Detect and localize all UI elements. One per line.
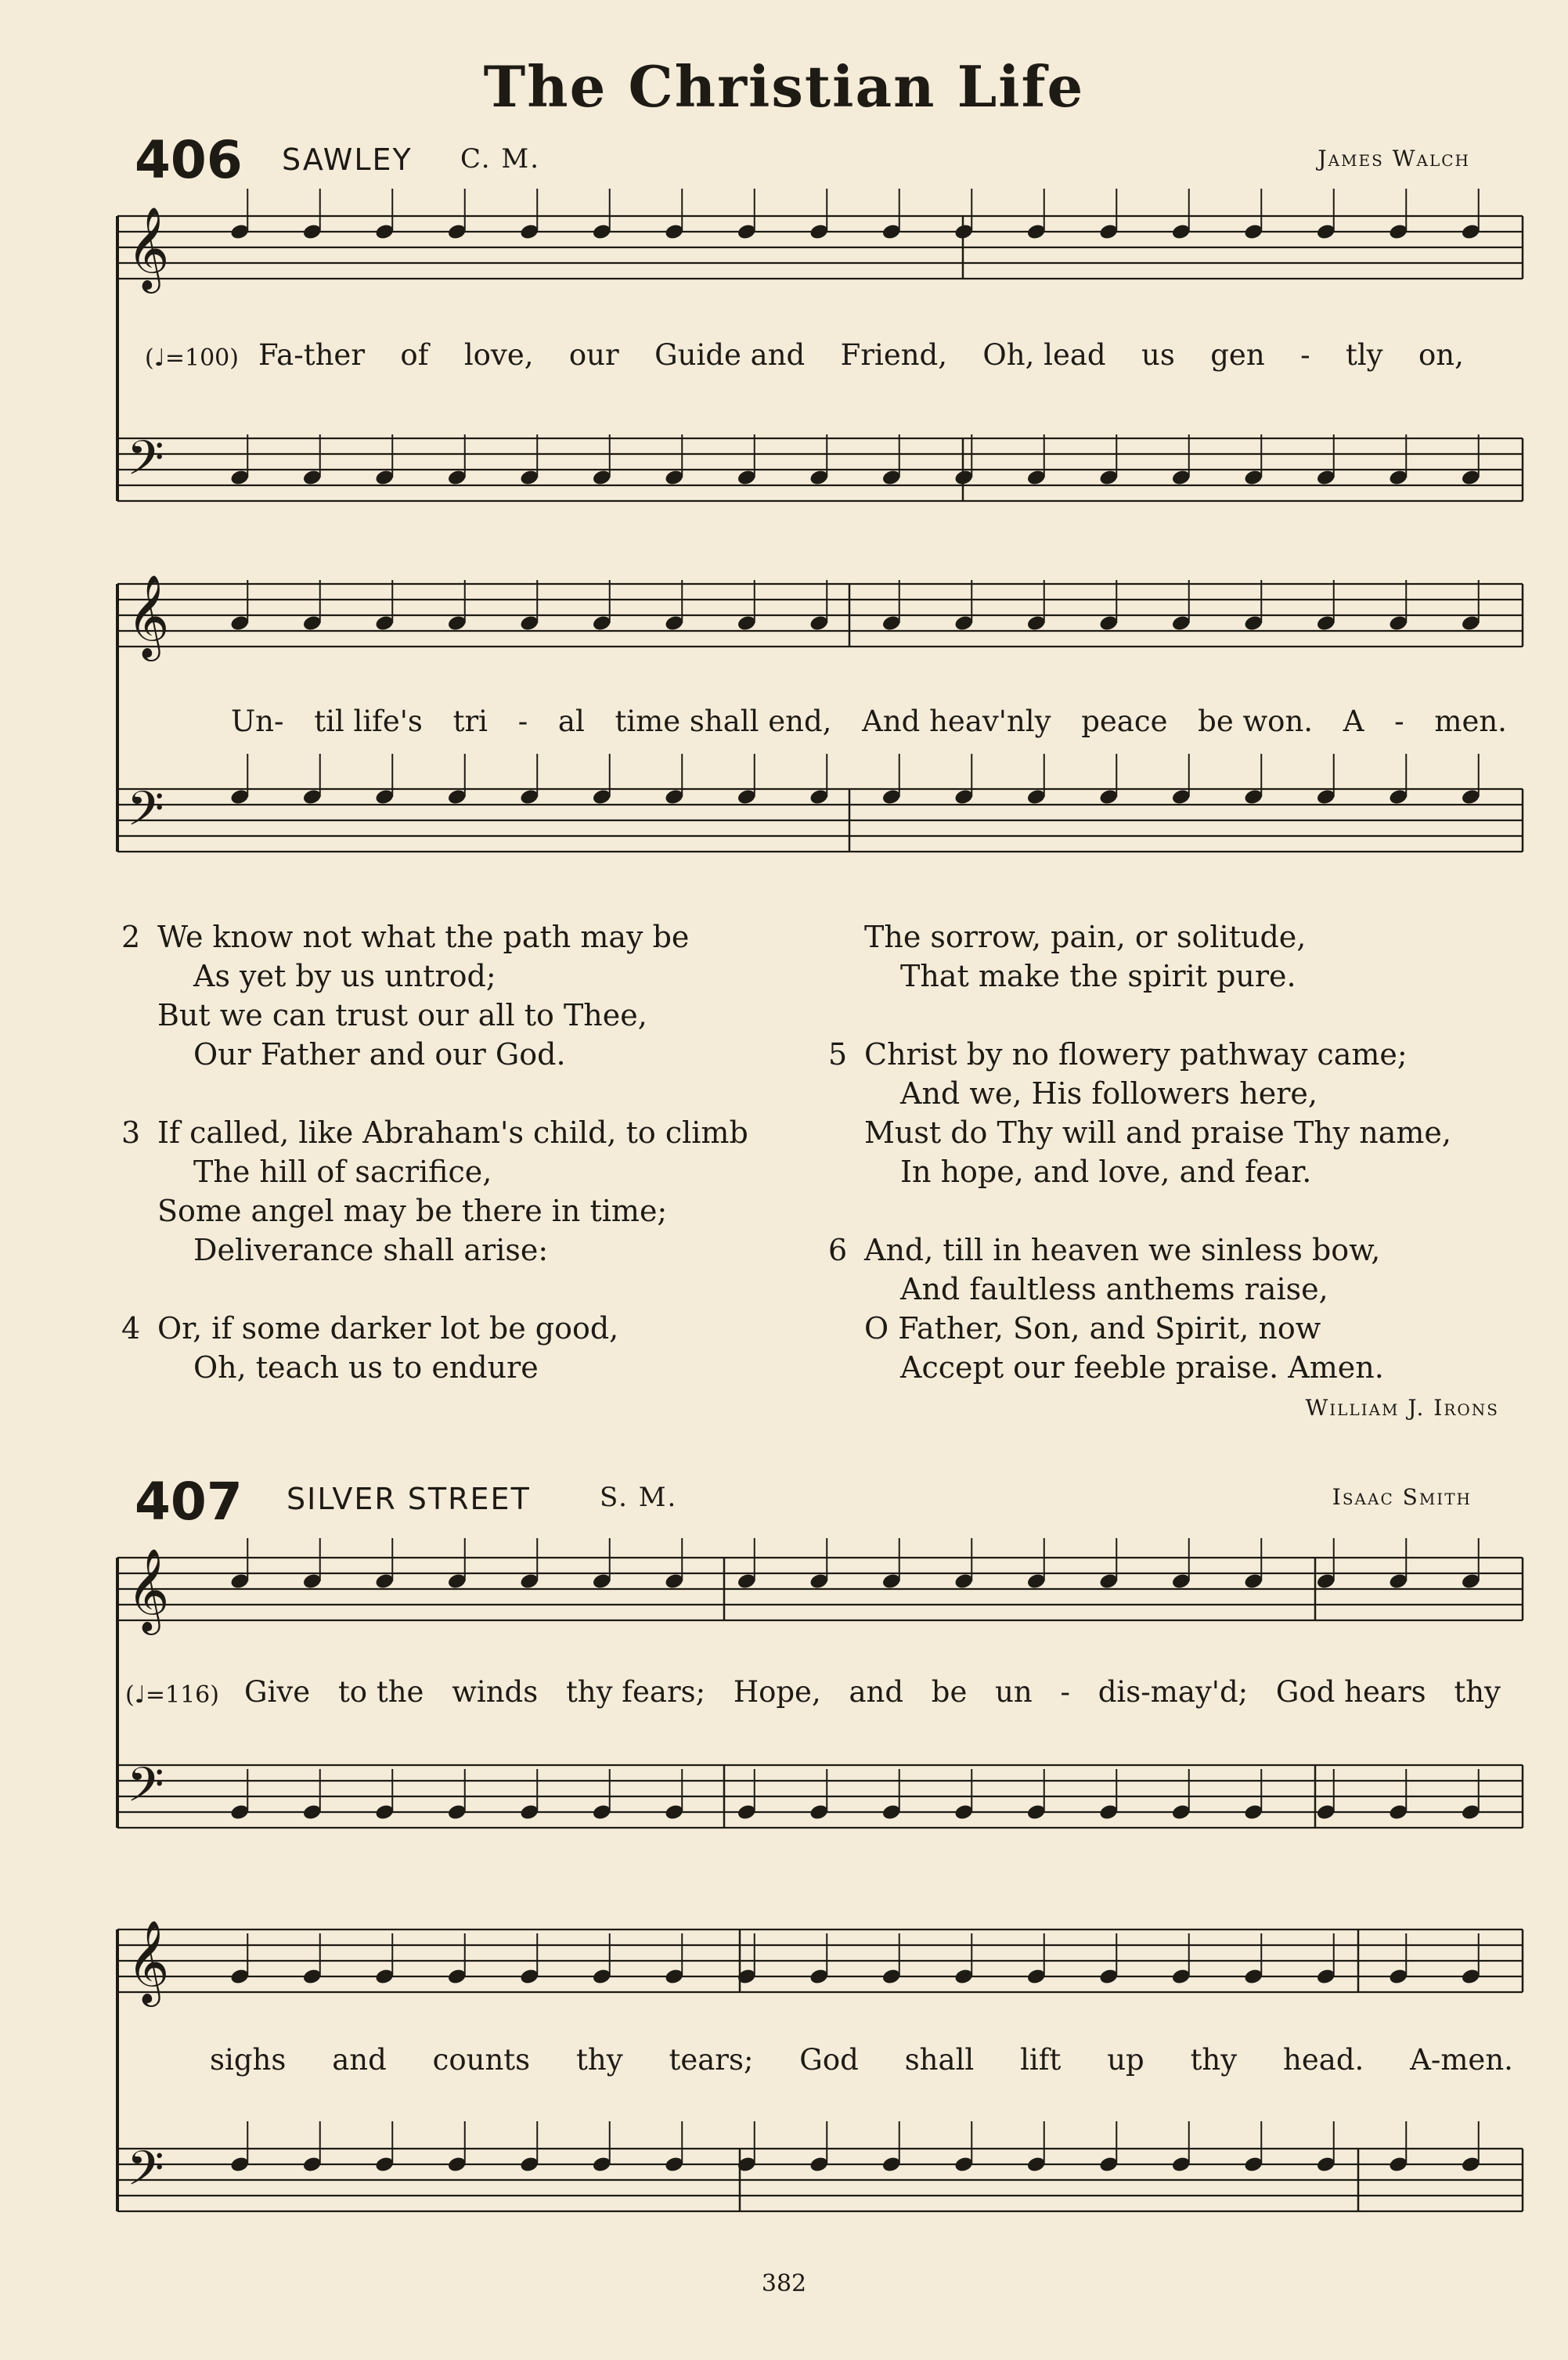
lyric-syllable: Oh, lead <box>982 338 1106 372</box>
lyric-syllable: And heav'nly <box>862 704 1051 738</box>
lyric-syllable: of <box>400 338 429 372</box>
stanza-number: 2 <box>121 920 141 954</box>
lyric-syllable: to the <box>337 1675 424 1709</box>
lyric-syllable: our <box>568 338 619 372</box>
lyric-syllable: Guide and <box>654 338 806 372</box>
stanza-line: O Father, Son, and Spirit, now <box>864 1311 1321 1346</box>
stanza-line: And faultless anthems raise, <box>900 1272 1328 1306</box>
stanza-line: If called, like Abraham's child, to climb <box>157 1115 748 1150</box>
stanza-line: Or, if some darker lot be good, <box>157 1311 619 1346</box>
lyric-syllable: up <box>1107 2043 1144 2077</box>
lyric-syllable: tly <box>1345 338 1383 372</box>
tune-name-406: SAWLEY <box>282 142 413 177</box>
stanza-line: But we can trust our all to Thee, <box>157 998 647 1032</box>
lyric-syllable: - <box>1060 1675 1071 1709</box>
stanza-line: We know not what the path may be <box>157 920 690 954</box>
treble-clef: 𝄞 <box>127 1919 170 2003</box>
bass-clef: 𝄢 <box>127 2141 164 2208</box>
hymn-number-407: 407 <box>135 1472 243 1532</box>
stanza-line: The hill of sacrifice, <box>193 1155 492 1189</box>
lyric-syllable: peace <box>1081 704 1168 738</box>
stanza-line: Accept our feeble praise. Amen. <box>900 1350 1384 1385</box>
stanza-line: In hope, and love, and fear. <box>900 1155 1312 1189</box>
lyric-syllable: til life's <box>314 704 423 738</box>
stanza-line: The sorrow, pain, or solitude, <box>864 920 1307 954</box>
lyric-syllable: men. <box>1434 704 1507 738</box>
lyric-syllable: sighs <box>210 2043 287 2077</box>
treble-clef: 𝄞 <box>127 1548 170 1631</box>
lyric-syllable: thy <box>1190 2043 1238 2077</box>
lyric-syllable: love, <box>463 338 534 372</box>
lyric-syllable: - <box>1300 338 1310 372</box>
composer-406: James Walch <box>1317 146 1470 171</box>
lyric-syllable: A-men. <box>1410 2043 1513 2077</box>
stanza-number: 5 <box>828 1037 848 1072</box>
lyric-syllable: head. <box>1283 2043 1364 2077</box>
stanza-line: Deliverance shall arise: <box>193 1233 549 1267</box>
lyric-syllable: counts <box>432 2043 531 2077</box>
lyric-syllable: on, <box>1418 338 1464 372</box>
stanza-line: Our Father and our God. <box>193 1037 566 1072</box>
treble-clef: 𝄞 <box>127 574 170 658</box>
stanza-line: And we, His followers here, <box>900 1076 1317 1111</box>
lyric-syllable: dis-may'd; <box>1098 1675 1249 1709</box>
page-title: The Christian Life <box>483 53 1085 120</box>
lyric-syllable: - <box>517 704 528 738</box>
stanza-line: Some angel may be there in time; <box>157 1194 668 1228</box>
stanza-number: 6 <box>828 1233 848 1267</box>
tune-name-407: SILVER STREET <box>287 1482 531 1516</box>
lyric-syllable: shall <box>904 2043 975 2077</box>
lyric-syllable: thy <box>576 2043 623 2077</box>
lyric-syllable: tri <box>452 704 488 738</box>
lyric-syllable: God <box>799 2043 859 2077</box>
lyric-syllable: God hears <box>1275 1675 1426 1709</box>
stanza-number: 4 <box>121 1311 141 1346</box>
stanza-number: 3 <box>121 1115 141 1150</box>
bass-clef: 𝄢 <box>127 1757 164 1825</box>
meter-406: C. M. <box>460 143 541 175</box>
lyric-syllable: thy fears; <box>565 1675 706 1709</box>
lyric-syllable: Un- <box>231 704 284 738</box>
composer-407: Isaac Smith <box>1332 1484 1472 1510</box>
lyric-syllable: be <box>931 1675 968 1709</box>
lyric-syllable: gen <box>1210 338 1265 372</box>
bass-clef: 𝄢 <box>127 431 164 498</box>
lyric-syllable: Give <box>244 1675 311 1709</box>
stanza-line: Christ by no flowery pathway came; <box>864 1037 1408 1072</box>
lyric-syllable: us <box>1141 338 1175 372</box>
lyric-syllable: A <box>1343 704 1364 738</box>
stanza-line: And, till in heaven we sinless bow, <box>864 1233 1381 1267</box>
stanza-line: As yet by us untrod; <box>193 959 496 993</box>
lyric-syllable: un <box>995 1675 1033 1709</box>
stanza-line: Must do Thy will and praise Thy name, <box>864 1115 1451 1150</box>
lyric-syllable: lift <box>1020 2043 1062 2077</box>
tempo-407: (♩=116) <box>125 1681 219 1709</box>
lyric-syllable: thy <box>1454 1675 1501 1709</box>
lyric-syllable: Friend, <box>840 338 948 372</box>
stanza-line: Oh, teach us to endure <box>193 1350 539 1385</box>
meter-407: S. M. <box>600 1482 678 1513</box>
stanza-line: That make the spirit pure. <box>900 959 1296 993</box>
lyric-syllable: winds <box>452 1675 539 1709</box>
lyric-syllable: and <box>332 2043 387 2077</box>
bass-clef: 𝄢 <box>127 781 164 849</box>
lyric-syllable: - <box>1394 704 1404 738</box>
treble-clef: 𝄞 <box>127 206 170 290</box>
lyric-syllable: be won. <box>1198 704 1314 738</box>
author-406: William J. Irons <box>1305 1395 1499 1421</box>
lyric-syllable: tears; <box>669 2043 754 2077</box>
lyric-syllable: Fa-ther <box>258 338 366 372</box>
hymn-number-406: 406 <box>135 130 243 190</box>
tempo-406: (♩=100) <box>145 344 239 372</box>
page-number: 382 <box>761 2270 807 2297</box>
lyric-syllable: and <box>849 1675 904 1709</box>
lyric-syllable: time shall end, <box>615 704 832 738</box>
lyric-syllable: Hope, <box>733 1675 821 1709</box>
lyric-syllable: al <box>557 704 585 738</box>
